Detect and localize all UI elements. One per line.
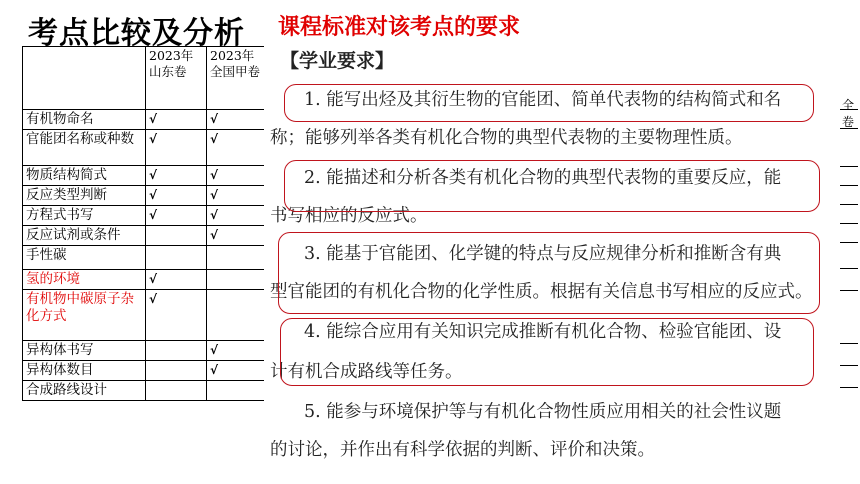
quanguo-jia-check-cell: √ — [207, 130, 268, 166]
requirement-line: 书写相应的反应式。 — [270, 206, 428, 226]
requirement-line: 2. 能描述和分析各类有机化合物的典型代表物的重要反应，能 — [304, 168, 782, 188]
header-cell-quanguo-jia: 2023年全国甲卷 — [207, 47, 268, 110]
quanguo-jia-check-cell — [207, 290, 268, 341]
highlight-oval-1 — [284, 84, 814, 122]
right-edge-row-line — [840, 223, 858, 224]
row-label-cell: 官能团名称或种数 — [23, 130, 146, 166]
row-label-cell: 方程式书写 — [23, 206, 146, 226]
shandong-check-cell — [146, 341, 207, 361]
requirement-line: 4. 能综合应用有关知识完成推断有机化合物、检验官能团、设 — [304, 322, 782, 342]
quanguo-jia-check-cell: √ — [207, 341, 268, 361]
right-edge-row-line — [840, 109, 858, 110]
requirement-line: 1. 能写出烃及其衍生物的官能团、简单代表物的结构简式和名 — [304, 90, 782, 110]
shandong-check-cell — [146, 381, 207, 401]
right-edge-row-line — [840, 343, 858, 344]
right-edge-row-line — [840, 290, 858, 291]
row-label-cell: 有机物命名 — [23, 110, 146, 130]
requirement-line: 5. 能参与环境保护等与有机化合物性质应用相关的社会性议题 — [304, 402, 782, 422]
curriculum-requirements-image — [264, 42, 838, 472]
row-label-cell: 有机物中碳原子杂化方式 — [23, 290, 146, 341]
shandong-check-cell: √ — [146, 290, 207, 341]
table-row — [23, 130, 268, 166]
table-header-row — [23, 47, 268, 110]
highlight-oval-4 — [280, 318, 814, 386]
quanguo-jia-check-cell: √ — [207, 361, 268, 381]
row-label-cell: 反应类型判断 — [23, 186, 146, 206]
right-edge-row-line — [840, 204, 858, 205]
page-title: 考点比较及分析 — [28, 16, 245, 51]
quanguo-jia-check-cell: √ — [207, 166, 268, 186]
table-row — [23, 290, 268, 341]
table-row — [23, 110, 268, 130]
shandong-check-cell — [146, 226, 207, 246]
comparison-table — [22, 46, 268, 401]
shandong-check-cell — [146, 246, 207, 270]
right-edge-row-line — [840, 128, 858, 129]
table-row — [23, 206, 268, 226]
requirement-line: 称；能够列举各类有机化合物的典型代表物的主要物理性质。 — [270, 128, 743, 148]
shandong-check-cell — [146, 361, 207, 381]
row-label-cell: 异构体数目 — [23, 361, 146, 381]
quanguo-jia-check-cell: √ — [207, 206, 268, 226]
table-row — [23, 186, 268, 206]
table-row — [23, 226, 268, 246]
quanguo-jia-check-cell: √ — [207, 226, 268, 246]
header-cell-empty — [23, 47, 146, 110]
quanguo-jia-check-cell: √ — [207, 110, 268, 130]
right-edge-row-line — [840, 268, 858, 269]
right-edge-row-line — [840, 166, 858, 167]
right-edge-header-fragment: 全卷 — [842, 98, 855, 129]
table-right-edge — [840, 46, 860, 446]
header-cell-shandong: 2023年山东卷 — [146, 47, 207, 110]
table-row — [23, 341, 268, 361]
table-row — [23, 361, 268, 381]
shandong-check-cell: √ — [146, 270, 207, 290]
requirement-line: 3. 能基于官能团、化学键的特点与反应规律分析和推断含有典 — [304, 244, 782, 264]
row-label-cell: 手性碳 — [23, 246, 146, 270]
table-row — [23, 166, 268, 186]
requirement-line: 型官能团的有机化合物的化学性质。根据有关信息书写相应的反应式。 — [270, 282, 813, 302]
highlight-oval-2 — [284, 160, 820, 212]
right-edge-row-line — [840, 387, 858, 388]
requirement-line: 计有机合成路线等任务。 — [270, 362, 463, 382]
right-edge-row-line — [840, 242, 858, 243]
quanguo-jia-check-cell: √ — [207, 186, 268, 206]
requirements-heading: 【学业要求】 — [280, 50, 395, 72]
row-label-cell: 物质结构简式 — [23, 166, 146, 186]
highlight-oval-3 — [278, 232, 820, 314]
shandong-check-cell: √ — [146, 166, 207, 186]
row-label-cell: 氢的环境 — [23, 270, 146, 290]
quanguo-jia-check-cell — [207, 270, 268, 290]
table-row — [23, 381, 268, 401]
right-edge-row-line — [840, 185, 858, 186]
row-label-cell: 合成路线设计 — [23, 381, 146, 401]
row-label-cell: 反应试剂或条件 — [23, 226, 146, 246]
quanguo-jia-check-cell — [207, 246, 268, 270]
shandong-check-cell: √ — [146, 206, 207, 226]
requirement-line: 的讨论，并作出有科学依据的判断、评价和决策。 — [270, 440, 655, 460]
quanguo-jia-check-cell — [207, 381, 268, 401]
table-row — [23, 270, 268, 290]
section-subtitle: 课程标准对该考点的要求 — [278, 15, 521, 40]
shandong-check-cell: √ — [146, 130, 207, 166]
table-row — [23, 246, 268, 270]
shandong-check-cell: √ — [146, 186, 207, 206]
shandong-check-cell: √ — [146, 110, 207, 130]
right-edge-row-line — [840, 365, 858, 366]
row-label-cell: 异构体书写 — [23, 341, 146, 361]
